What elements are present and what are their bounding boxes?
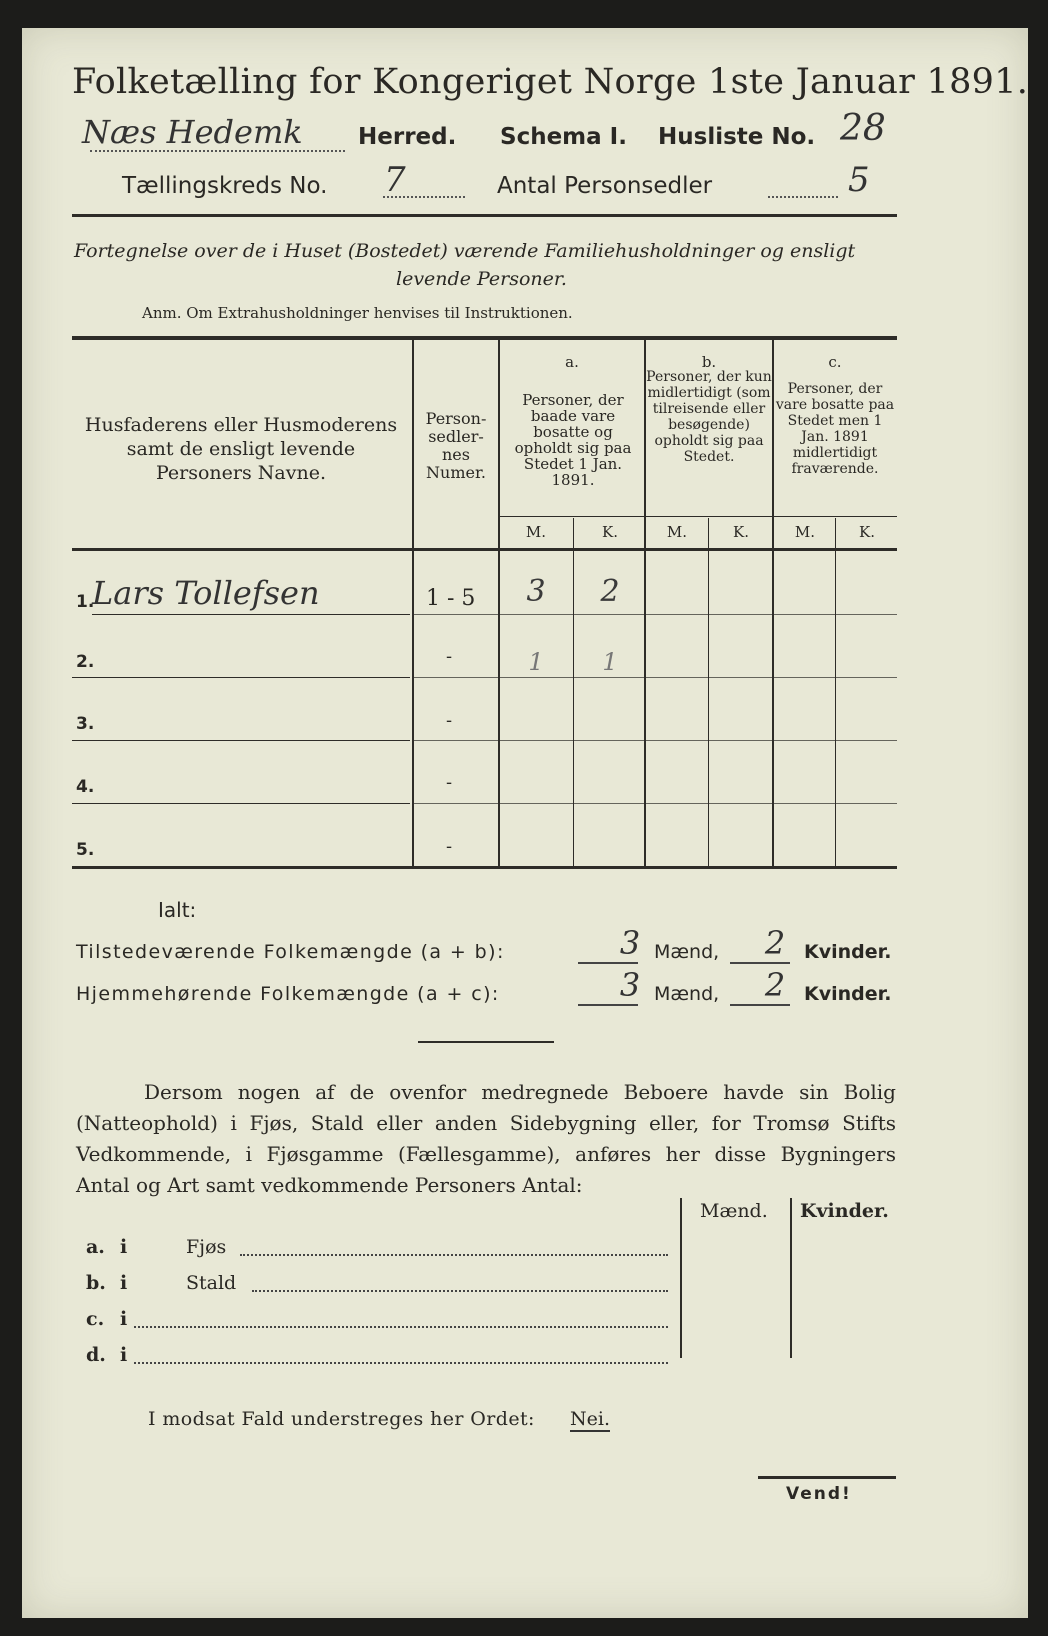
schema-label: Schema I. bbox=[500, 124, 627, 150]
col-header-a-letter: a. bbox=[565, 353, 579, 371]
row-numer: - bbox=[446, 836, 453, 857]
row-line-3 bbox=[72, 740, 410, 741]
col-header-b-letter: b. bbox=[701, 353, 717, 371]
herred-value: Næs Hedemk bbox=[82, 113, 303, 151]
antal-value: 5 bbox=[848, 160, 870, 200]
hjemme-kvinder-value: 2 bbox=[764, 966, 786, 1004]
row-line-4 bbox=[72, 803, 410, 804]
buildings-col-divider-1 bbox=[680, 1198, 682, 1358]
hjemme-maend-value: 3 bbox=[619, 966, 641, 1004]
col-divider-a-mk bbox=[573, 518, 574, 866]
col-divider-c-mk bbox=[835, 518, 836, 866]
tilstede-maend-value: 3 bbox=[619, 924, 641, 962]
a-k-header: K. bbox=[602, 523, 618, 541]
data-line-1 bbox=[414, 614, 897, 615]
row-a-m: 3 bbox=[526, 574, 546, 609]
tilstede-kvinder-line bbox=[730, 962, 790, 964]
col-header-c: Personer, der vare bosatte paa Stedet men 1 Jan. 1891 midlertidigt fraværende. bbox=[775, 381, 895, 477]
antal-dotline bbox=[768, 196, 838, 198]
intro-note: Anm. Om Extrahusholdninger henvises til Instruktionen. bbox=[142, 304, 573, 322]
col-header-c-letter: c. bbox=[828, 353, 842, 371]
col-header-b: Personer, der kun midlertidigt (som tilreisende eller besøgende) opholdt sig paa Stedet. bbox=[646, 369, 772, 465]
building-dotline bbox=[252, 1290, 668, 1292]
row-numer: - bbox=[446, 646, 453, 667]
buildings-kvinder-header: Kvinder. bbox=[800, 1200, 889, 1222]
building-i: i bbox=[120, 1344, 128, 1366]
row-a-k: 1 bbox=[602, 648, 618, 676]
building-letter: a. bbox=[86, 1236, 105, 1258]
building-name: Fjøs bbox=[186, 1236, 227, 1258]
building-letter: d. bbox=[86, 1344, 106, 1366]
intro-line-1: Fortegnelse over de i Huset (Bostedet) værende Familiehusholdninger og ensligt bbox=[74, 240, 856, 262]
kreds-label: Tællingskreds No. bbox=[122, 173, 328, 199]
a-m-header: M. bbox=[525, 523, 547, 541]
building-letter: b. bbox=[86, 1272, 106, 1294]
col-divider-b-mk bbox=[708, 518, 709, 866]
building-letter: c. bbox=[86, 1308, 105, 1330]
mk-head-rule bbox=[499, 516, 897, 517]
hjemme-maend-line bbox=[578, 1004, 638, 1006]
sidebygning-paragraph: Dersom nogen af de ovenfor medregnede Beboere havde sin Bolig (Natteophold) i Fjøs, Stald eller anden Sidebygning eller, for Tromsø Stifts Vedkommende, i Fjøsgamme (Fællesgamme), anføres her disse Bygningers Antal og Art samt vedkommende Personers Antal: bbox=[76, 1080, 896, 1197]
buildings-col-divider-2 bbox=[790, 1198, 792, 1358]
tilstede-maend-line bbox=[578, 962, 638, 964]
b-k-header: K. bbox=[733, 523, 749, 541]
c-k-header: K. bbox=[859, 523, 875, 541]
building-i: i bbox=[120, 1308, 128, 1330]
row-line-2 bbox=[72, 677, 410, 678]
tilstede-kvinder-value: 2 bbox=[764, 924, 786, 962]
separator-short bbox=[418, 1041, 554, 1043]
vend-label: Vend! bbox=[786, 1484, 852, 1504]
col-divider-numer bbox=[412, 340, 414, 867]
hjemme-label: Hjemmehørende Folkemængde (a + c): bbox=[76, 983, 500, 1005]
census-form-sheet bbox=[22, 28, 1028, 1618]
hjemme-kvinder-label: Kvinder. bbox=[804, 983, 892, 1005]
nei-word: Nei. bbox=[570, 1408, 610, 1430]
row-a-m: 1 bbox=[528, 648, 544, 676]
building-dotline bbox=[134, 1362, 668, 1364]
buildings-maend-header: Mænd. bbox=[700, 1200, 768, 1222]
row-number: 1. bbox=[76, 592, 95, 612]
row-number: 3. bbox=[76, 714, 95, 734]
building-dotline bbox=[240, 1254, 668, 1256]
col-header-names: Husfaderens eller Husmoderens samt de ensligt levende Personers Navne. bbox=[84, 414, 398, 484]
building-dotline bbox=[134, 1326, 668, 1328]
herred-dotline bbox=[90, 150, 345, 152]
herred-label: Herred. bbox=[358, 124, 457, 150]
data-line-2 bbox=[414, 677, 897, 678]
hjemme-kvinder-line bbox=[730, 1004, 790, 1006]
ialt-label: Ialt: bbox=[158, 898, 197, 922]
row-number: 5. bbox=[76, 840, 95, 860]
antal-label: Antal Personsedler bbox=[497, 173, 713, 199]
kreds-dotline bbox=[383, 196, 465, 198]
husliste-label: Husliste No. bbox=[658, 124, 816, 150]
modsat-fald-text: I modsat Fald understreges her Ordet: bbox=[148, 1408, 535, 1430]
intro-line-2: levende Personer. bbox=[396, 268, 567, 290]
husliste-value: 28 bbox=[840, 108, 886, 149]
kreds-value: 7 bbox=[384, 160, 406, 200]
row-number: 4. bbox=[76, 777, 95, 797]
col-header-numer: Person-sedler-nes Numer. bbox=[425, 409, 487, 482]
building-i: i bbox=[120, 1272, 128, 1294]
vend-rule bbox=[758, 1476, 896, 1479]
building-name: Stald bbox=[186, 1272, 237, 1294]
row-a-k: 2 bbox=[600, 574, 620, 609]
tilstede-kvinder-label: Kvinder. bbox=[804, 941, 892, 963]
tilstede-label: Tilstedeværende Folkemængde (a + b): bbox=[76, 941, 505, 963]
row-name: Lars Tollefsen bbox=[92, 574, 320, 612]
col-header-a: Personer, der baade vare bosatte og opholdt sig paa Stedet 1 Jan. 1891. bbox=[514, 391, 632, 489]
c-m-header: M. bbox=[794, 523, 816, 541]
form-title: Folketælling for Kongeriget Norge 1ste Januar 1891. bbox=[72, 62, 1029, 102]
data-line-3 bbox=[414, 740, 897, 741]
row-line-1 bbox=[92, 614, 410, 615]
tilstede-maend-label: Mænd, bbox=[654, 941, 720, 963]
building-i: i bbox=[120, 1236, 128, 1258]
b-m-header: M. bbox=[666, 523, 688, 541]
row-numer: - bbox=[446, 772, 453, 793]
header-rule bbox=[72, 214, 897, 217]
row-numer: 1 - 5 bbox=[426, 586, 476, 611]
row-number: 2. bbox=[76, 652, 95, 672]
hjemme-maend-label: Mænd, bbox=[654, 983, 720, 1005]
data-line-4 bbox=[414, 803, 897, 804]
row-numer: - bbox=[446, 710, 453, 731]
